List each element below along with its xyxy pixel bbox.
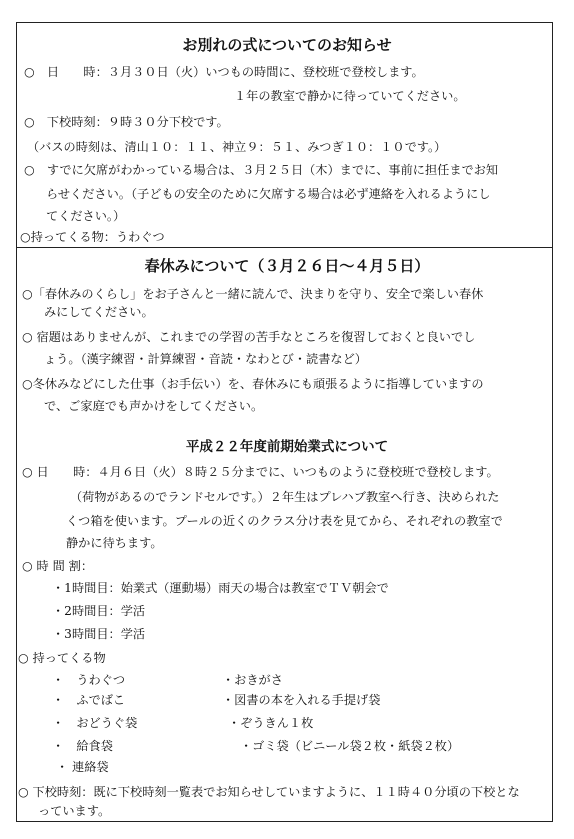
absence-notice-1: ○ すでに欠席がわかっている場合は、３月２５日（木）までに、事前に担任までお知 — [24, 163, 499, 177]
opening-date-4: 静かに待ちます。 — [66, 536, 163, 550]
item-right-1: ・おきがさ — [222, 673, 283, 687]
item-right-2: ・図書の本を入れる手提げ袋 — [222, 693, 381, 707]
farewell-dismissal: ○ 下校時刻：９時３０分下校です。 — [24, 115, 229, 129]
spring-break-p3-2: で、ご家庭でも声かけをしてください。 — [44, 399, 264, 413]
opening-items-label: ○ 持ってくる物 — [18, 651, 106, 665]
schedule-period-1: ・1時間目：始業式（運動場）雨天の場合は教室でＴＶ朝会で — [52, 581, 389, 595]
opening-dismissal-1: ○ 下校時刻：既に下校時刻一覧表でお知らせしていますように、１１時４０分頃の下校とな — [18, 785, 520, 799]
item-right-4: ・ゴミ袋（ビニール袋２枚・紙袋２枚） — [240, 739, 460, 753]
schedule-period-3: ・3時間目：学活 — [52, 627, 146, 641]
opening-date-1: ○ 日 時：４月６日（火）８時２５分までに、いつものように登校班で登校します。 — [22, 465, 499, 479]
item-left-1: ・ うわぐつ — [52, 673, 126, 687]
farewell-items: ○持ってくる物：うわぐつ — [20, 230, 165, 244]
spring-break-p1-2: みにしてください。 — [44, 305, 154, 319]
item-left-5: ・ 連絡袋 — [56, 760, 109, 774]
absence-notice-3: てください。） — [46, 209, 126, 223]
spring-break-p1-1: ○「春休みのくらし」をお子さんと一緒に読んで、決まりを守り、安全で楽しい春休 — [22, 287, 484, 301]
item-left-2: ・ ふでばこ — [52, 693, 126, 707]
farewell-date-line: ○ 日 時：３月３０日（火）いつもの時間に、登校班で登校します。 — [24, 65, 424, 79]
section-divider — [16, 247, 553, 248]
item-right-3: ・ぞうきん１枚 — [228, 716, 314, 730]
schedule-label: ○ 時 間 割： — [22, 559, 94, 573]
spring-break-p3-1: ○冬休みなどにした仕事（お手伝い）を、春休みにも頑張るように指導していますの — [22, 377, 484, 391]
farewell-date-line-2: １年の教室で静かに待っていてください。 — [234, 89, 466, 103]
opening-dismissal-2: っています。 — [38, 804, 111, 818]
opening-ceremony-title: 平成２２年度前期始業式について — [185, 439, 389, 455]
spring-break-p2-2: ょう。（漢字練習・計算練習・音読・なわとび・読書など） — [44, 352, 367, 366]
opening-date-3: くつ箱を使います。プールの近くのクラス分け表を見てから、それぞれの教室で — [66, 514, 503, 528]
spring-break-p2-1: ○ 宿題はありませんが、これまでの学習の苦手なところを復習しておくと良いでし — [22, 330, 476, 344]
item-left-3: ・ おどうぐ袋 — [52, 716, 138, 730]
spring-break-title: 春休みについて（３月２６日～４月５日） — [144, 257, 430, 275]
farewell-ceremony-title: お別れの式についてのお知らせ — [182, 36, 392, 54]
bus-times: （バスの時刻は、清山１０：１１、神立９：５１、みつぎ１０：１０です。） — [27, 140, 447, 154]
absence-notice-2: らせください。（子どもの安全のために欠席する場合は必ず連絡を入れるようにし — [46, 187, 491, 201]
item-left-4: ・ 給食袋 — [52, 739, 113, 753]
schedule-period-2: ・2時間目：学活 — [52, 604, 146, 618]
opening-date-2: （荷物があるのでランドセルです。）２年生はプレハブ教室へ行き、決められた — [70, 490, 500, 504]
